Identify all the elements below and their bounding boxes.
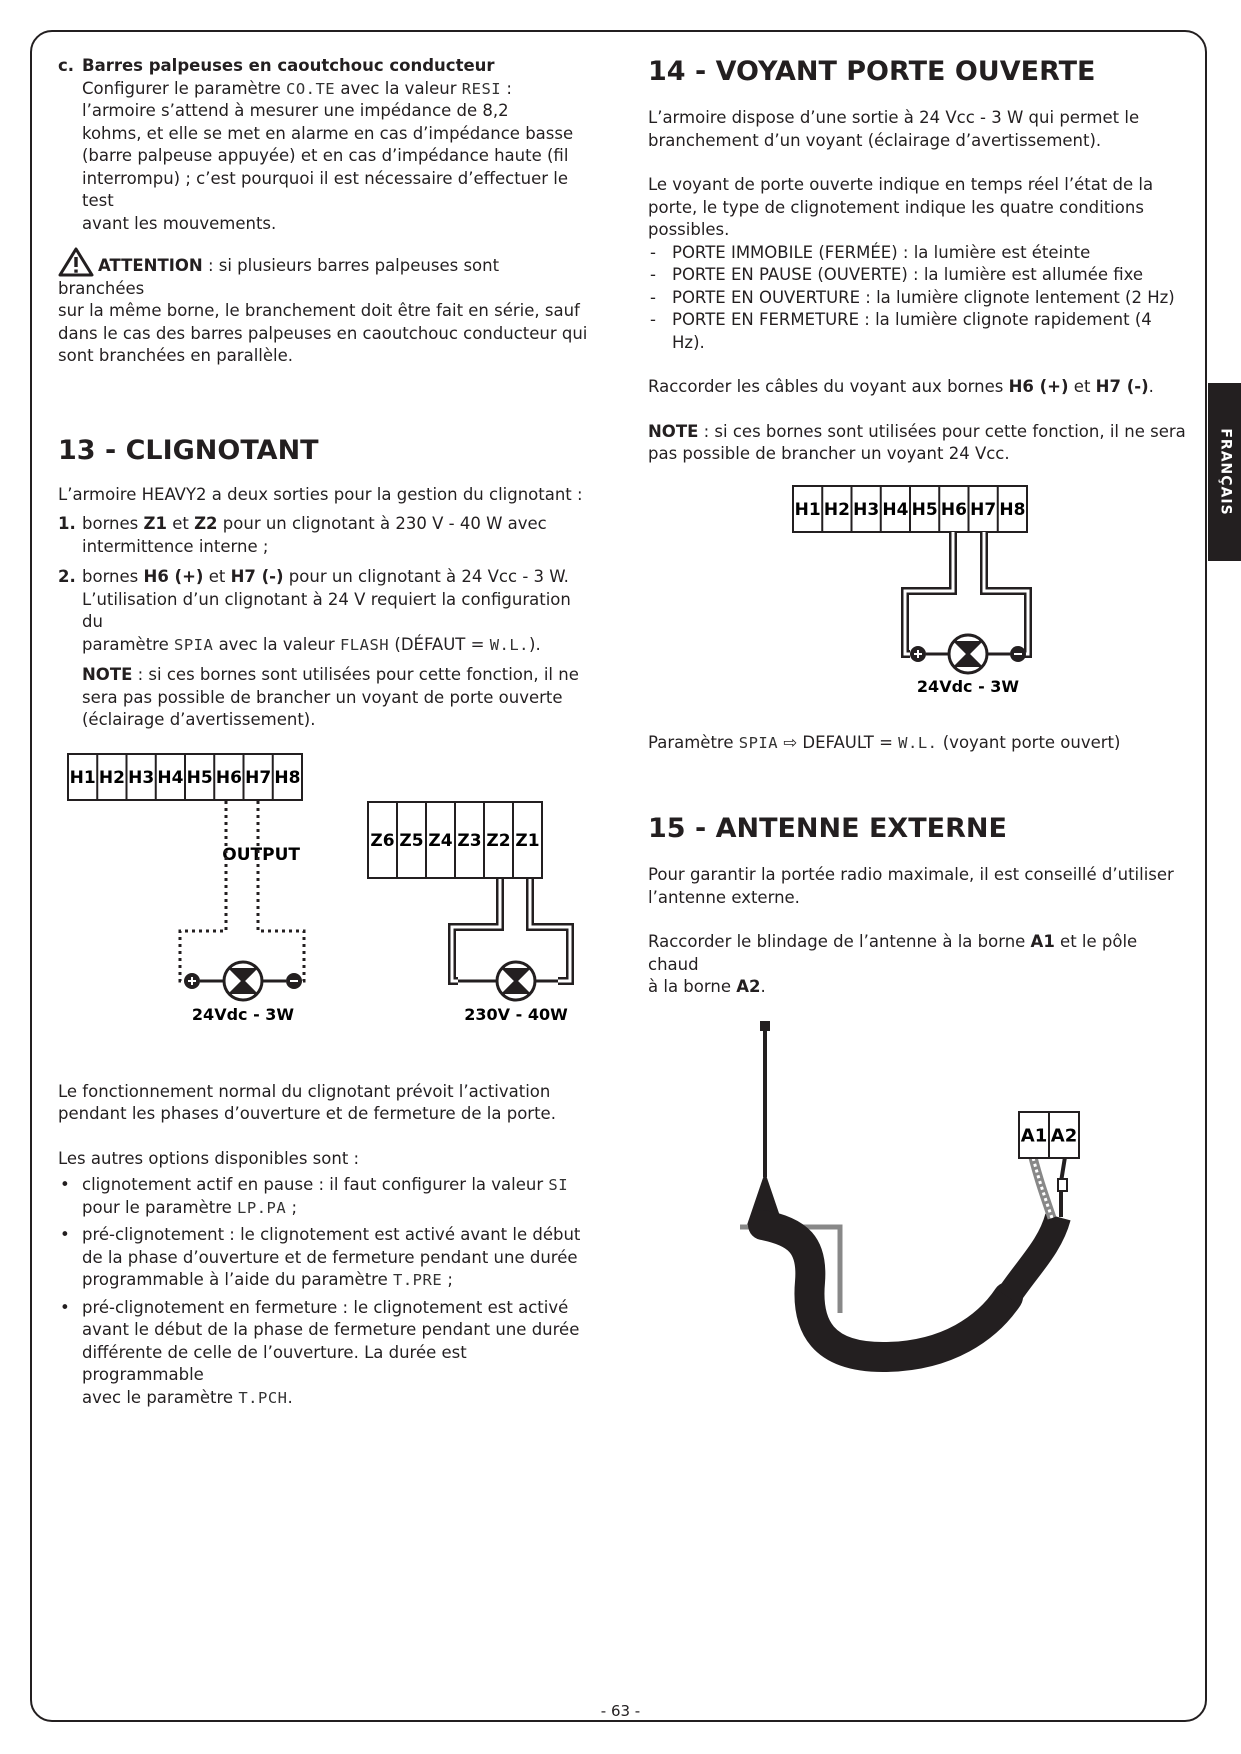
terminal-h2: H2 — [98, 767, 125, 788]
section-14-title: 14 - VOYANT PORTE OUVERTE — [648, 56, 1096, 87]
list-item: - PORTE EN OUVERTURE : la lumière clignote lentement (2 Hz) — [648, 287, 1188, 310]
language-tab — [1208, 383, 1241, 561]
list-item: • clignotement actif en pause : il faut configurer la valeur SI pour le paramètre LP.PA ; — [58, 1174, 588, 1219]
terminal-h1: H1 — [794, 499, 821, 520]
output-label: OUTPUT — [222, 844, 300, 865]
terminal-z4: Z4 — [428, 830, 453, 851]
z-terminal-block — [368, 802, 542, 878]
flasher-wiring-diagram — [58, 749, 588, 1049]
list-item: • pré-clignotement en fermeture : le clignotement est activé avant le début de la phase de fermeture pendant une durée différente de celle de l’ouverture. La durée est programmable avec le paramètre T.PCH. — [58, 1297, 588, 1410]
list-item: 2. bornes H6 (+) et H7 (-) pour un clignotant à 24 Vcc - 3 W. L’utilisation d’un clignotant à 24 V requiert la configuration du paramètre SPIA avec la valeur FLASH (DÉFAUT = W.L.). — [58, 567, 571, 654]
lamp1-wires — [180, 801, 304, 981]
list-item: - PORTE IMMOBILE (FERMÉE) : la lumière est éteinte — [648, 242, 1188, 265]
terminal-h8: H8 — [999, 499, 1026, 520]
list-item: 1. bornes Z1 et Z2 pour un clignotant à 230 V - 40 W avec intermittence interne ; — [58, 514, 547, 556]
section-c-title: Barres palpeuses en caoutchouc conducteur — [82, 56, 495, 75]
section-13-title: 13 - CLIGNOTANT — [58, 434, 319, 466]
param-cote: CO.TE — [285, 79, 336, 98]
terminal-h3: H3 — [853, 499, 880, 520]
warning-light-wiring-diagram — [648, 478, 1188, 718]
section-c: c. Barres palpeuses en caoutchouc conducteur Configurer le paramètre CO.TE avec la valeur RESI : l’armoire s’attend à mesurer une impédance de 8,2 kohms, et elle se met en alarme en cas d’impédance basse (barre palpeuse appuyée) et en cas d’impédance haute (fil interrompu) ; c’est pourquoi il est nécessaire d’effectuer le test avant les mouvements. — [58, 56, 574, 233]
terminal-h4: H4 — [157, 767, 184, 788]
lamp-24v — [224, 962, 262, 1000]
antenna-diagram — [648, 1017, 1188, 1397]
a-terminal-block — [1019, 1112, 1079, 1158]
terminal-z5: Z5 — [399, 830, 424, 851]
left-column: c. Barres palpeuses en caoutchouc conducteur Configurer le paramètre CO.TE avec la valeur RESI : l’armoire s’attend à mesurer une impédance de 8,2 kohms, et elle se met en alarme en cas d’impédance basse (barre palpeuse appuyée) et en cas d’impédance haute (fil interrompu) ; c’est pourquoi il est nécessaire d’effectuer le test avant les mouvements. ATTENTION : si plusieurs barres palpeuses sont branchées sur la même borne, le branchement doit être fait en série, sauf dans le cas des barres palpeuses en caoutchouc conducteur qui sont branchées en parallèle. 13 - CLIGNOTANT L’armoire HEAVY2 a deux sorties pour la gestion du clignotant : 1. bornes Z1 et Z2 pour un clignotant à 230 V - 40 W avec intermittence interne ; 2. bornes H6 (+) et H7 (-) pour un clignotant à 24 Vcc - 3 W. L’utilisation d’un clignotant à 24 V requiert la configuration du paramètre SPIA avec la valeur FLASH (DÉFAUT = W.L.). NOTE : si ces bornes sont utilisées pour cette fonction, il ne sera pas possible de brancher un voyant de porte ouverte (éclairage d’avertissement). H1 H2 H3 H4 H5 H6 H7 H8 OUTPUT Z6 Z5 Z4 Z3 Z2 Z1 24Vdc - 3W 230V - 40W Le fonctionnement normal du clignotant prévoit l’activation pendant les phases d’ouverture et de fermeture de la porte. Les autres options disponibles sont : • clignotement actif en pause : il faut configurer la valeur SI pour le paramètre LP.PA ; • pré-clignotement : le clignotement est activé avant le début de la phase d’ouverture et de fermeture pendant une durée programmable à l’aide du paramètre T.PRE ; • pré-clignotement en fermeture : le clignotement est activé avant le début de la phase de fermeture pendant une durée différente de celle de l’ouverture. La durée est programmable avec le paramètre T.PCH. — [58, 55, 588, 1409]
warning-lamp-label: 24Vdc - 3W — [916, 676, 1020, 696]
list-item: - PORTE EN PAUSE (OUVERTE) : la lumière est allumée fixe — [648, 264, 1188, 287]
h-terminal-block — [68, 754, 302, 800]
section-c-label: c. — [58, 56, 75, 75]
terminal-h5: H5 — [186, 767, 213, 788]
list-item: • pré-clignotement : le clignotement est activé avant le début de la phase d’ouverture et de fermeture pendant une durée programmable à l’aide du paramètre T.PRE ; — [58, 1224, 588, 1292]
terminal-z1: Z1 — [515, 830, 540, 851]
terminal-h7: H7 — [970, 499, 997, 520]
page-number: - 63 - — [600, 1702, 641, 1720]
attention-block: ATTENTION : si plusieurs barres palpeuses sont branchées sur la même borne, le branchement doit être fait en série, sauf dans le cas des barres palpeuses en caoutchouc conducteur qui sont branchées en parallèle. — [58, 247, 588, 368]
warning-light-lamp — [949, 635, 987, 673]
value-resi: RESI — [461, 79, 502, 98]
h-terminal-block — [793, 486, 1027, 532]
terminal-h8: H8 — [274, 767, 301, 788]
terminal-z3: Z3 — [457, 830, 482, 851]
terminal-a1: A1 — [1020, 1124, 1048, 1146]
terminal-h3: H3 — [128, 767, 155, 788]
warning-icon — [58, 247, 94, 277]
arrow-right-icon: ⇨ — [783, 732, 798, 752]
right-column: 14 - VOYANT PORTE OUVERTE L’armoire dispose d’une sortie à 24 Vcc - 3 W qui permet le branchement d’un voyant (éclairage d’avertissement). Le voyant de porte ouverte indique en temps réel l’état de la porte, le type de clignotement indique les quatre conditions possibles. - PORTE IMMOBILE (FERMÉE) : la lumière est éteinte - PORTE EN PAUSE (OUVERTE) : la lumière est allumée fixe - PORTE EN OUVERTURE : la lumière clignote lentement (2 Hz) - PORTE EN FERMETURE : la lumière clignote rapidement (4 Hz). Raccorder les câbles du voyant aux bornes H6 (+) et H7 (-). NOTE : si ces bornes sont utilisées pour cette fonction, il ne sera pas possible de brancher un voyant 24 Vcc. H1 H2 H3 H4 H5 H6 H7 H8 24Vdc - 3W Paramètre SPIA ⇨ DEFAULT = W.L. (voyant porte ouvert) 15 - ANTENNE EXTERNE Pour garantir la portée radio maximale, il est conseillé d’utiliser l’antenne externe. Raccorder le blindage de l’antenne à la borne A1 et le pôle chaud à la borne A2. A1 A2 — [648, 55, 1188, 1397]
terminal-z6: Z6 — [370, 830, 395, 851]
terminal-h1: H1 — [69, 767, 96, 788]
antenna-icon — [740, 1021, 1058, 1357]
section-13-intro: L’armoire HEAVY2 a deux sorties pour la gestion du clignotant : — [58, 484, 583, 504]
terminal-a2: A2 — [1050, 1124, 1078, 1146]
lamp1-label: 24Vdc - 3W — [191, 1004, 295, 1024]
terminal-h2: H2 — [823, 499, 850, 520]
attention-label: ATTENTION — [98, 256, 203, 275]
terminal-h6: H6 — [940, 499, 967, 520]
terminal-h5: H5 — [911, 499, 938, 520]
section-15-title: 15 - ANTENNE EXTERNE — [648, 813, 1007, 844]
list-item: - PORTE EN FERMETURE : la lumière clignote rapidement (4 Hz). — [648, 309, 1188, 354]
terminal-h4: H4 — [882, 499, 909, 520]
lamp2-label: 230V - 40W — [464, 1004, 568, 1024]
language-tab-label: FRANÇAIS — [1216, 428, 1233, 516]
terminal-h6: H6 — [215, 767, 242, 788]
terminal-z2: Z2 — [486, 830, 511, 851]
section-13-note: NOTE : si ces bornes sont utilisées pour cette fonction, il ne sera pas possible de brancher un voyant de porte ouverte (éclairage d’avertissement). — [82, 665, 579, 729]
lamp-230v — [497, 962, 535, 1000]
terminal-h7: H7 — [245, 767, 272, 788]
